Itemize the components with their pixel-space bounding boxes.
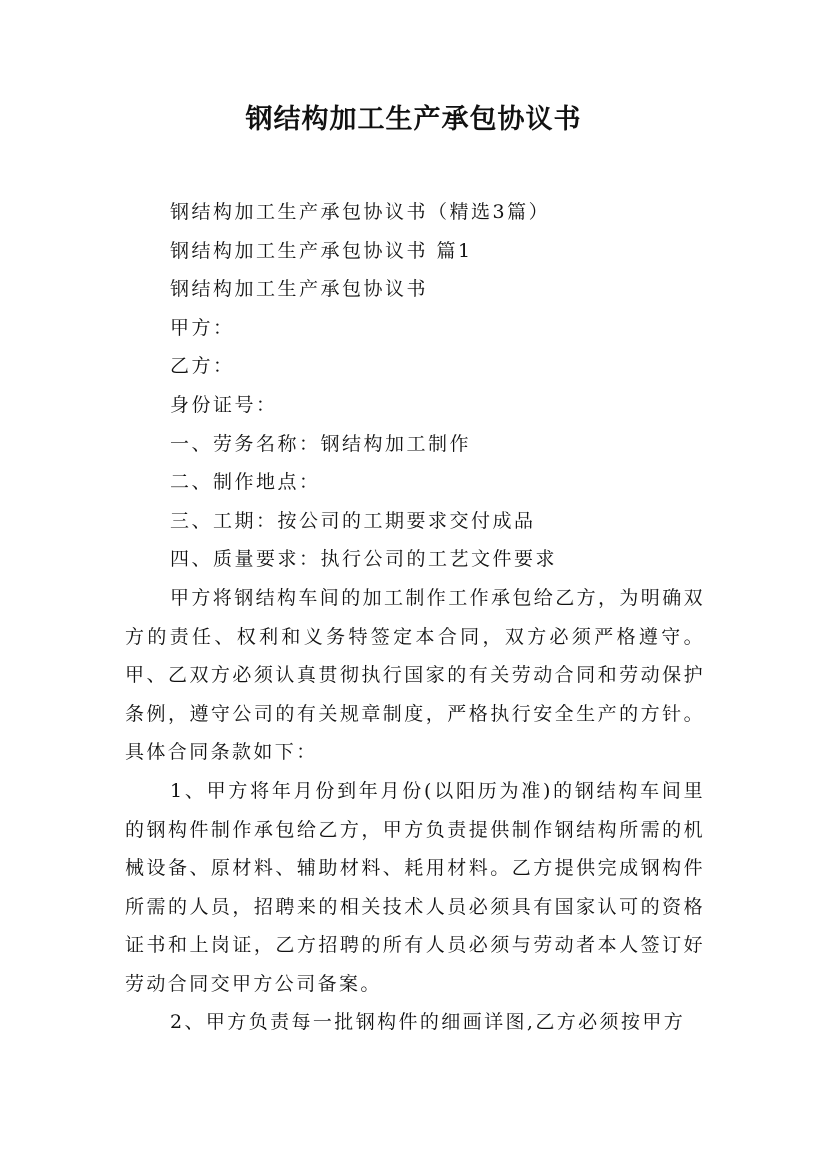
location-item: 二、制作地点： — [170, 471, 321, 494]
party-b-field: 乙方： — [170, 355, 235, 378]
schedule-item: 三、工期：按公司的工期要求交付成品 — [170, 509, 536, 532]
party-a-field: 甲方： — [170, 316, 235, 339]
quality-item: 四、质量要求：执行公司的工艺文件要求 — [170, 548, 558, 571]
intro-paragraph: 甲方将钢结构车间的加工制作工作承包给乙方，为明确双方的责任、权利和义务特签定本合同，双方必须严格遵守。甲、乙双方必须认真贯彻执行国家的有关劳动合同和劳动保护条例，遵守公司的有关规章制度，严格执行安全生产的方针。具体合同条款如下： — [125, 586, 706, 764]
section-heading: 钢结构加工生产承包协议书 篇1 — [170, 239, 473, 262]
id-number-field: 身份证号： — [170, 393, 278, 416]
document-body — [125, 193, 705, 1042]
agreement-name: 钢结构加工生产承包协议书 — [170, 278, 429, 301]
labor-name-item: 一、劳务名称：钢结构加工制作 — [170, 432, 472, 455]
document-title: 钢结构加工生产承包协议书 — [245, 104, 582, 135]
clause-1-paragraph: 1、甲方将年月份到年月份(以阳历为准)的钢结构车间里的钢构件制作承包给乙方，甲方负责提供制作钢结构所需的机械设备、原材料、辅助材料、耗用材料。乙方提供完成钢构件所需的人员，招聘来的相关技术人员必须具有国家认可的资格证书和上岗证，乙方招聘的所有人员必须与劳动者本人签订好劳动合同交甲方公司备案。 — [125, 779, 705, 995]
subtitle-line: 钢结构加工生产承包协议书（精选3篇） — [170, 201, 551, 223]
clause-2-paragraph: 2、甲方负责每一批钢构件的细画详图,乙方必须按甲方 — [170, 1011, 686, 1034]
